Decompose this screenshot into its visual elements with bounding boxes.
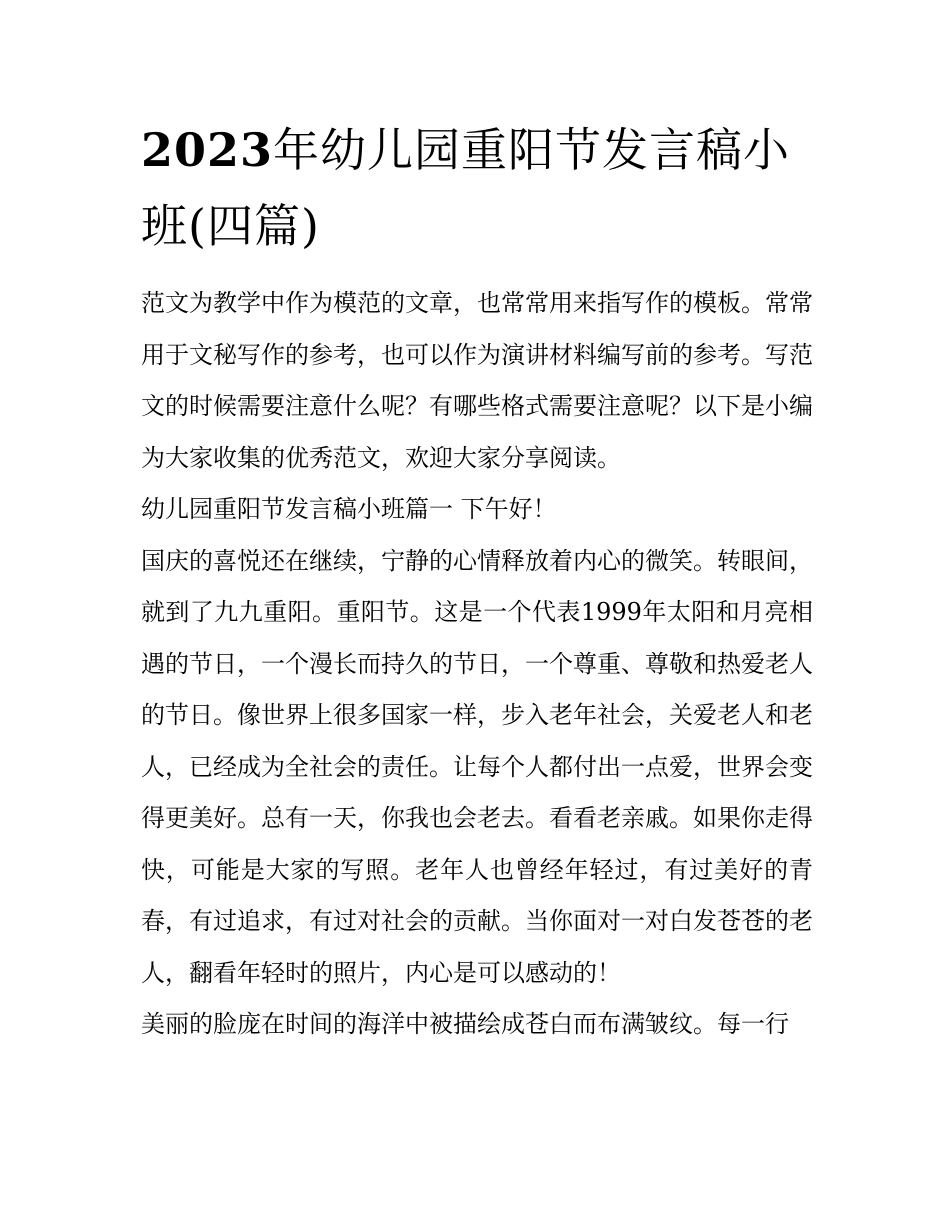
title-year: 2023 [141, 123, 274, 177]
section-heading-paragraph: 幼儿园重阳节发言稿小班篇一 下午好！ [141, 495, 557, 523]
document-body [141, 112, 813, 1051]
body-paragraph-continued: 美丽的脸庞在时间的海洋中被描绘成苍白而布满皱纹。每一行 [141, 1010, 789, 1038]
body-paragraph: 国庆的喜悦还在继续，宁静的心情释放着内心的微笑。转眼间，就到了九九重阳。重阳节。这是一个代表1999年太阳和月亮相遇的节日，一个漫长而持久的节日，一个尊重、尊敬和热爱老人的节日。像世界上很多国家一样，步入老年社会，关爱老人和老人，已经成为全社会的责任。让每个人都付出一点爱，世界会变得更美好。总有一天，你我也会老去。看看老亲戚。如果你走得快，可能是大家的写照。老年人也曾经年轻过，有过美好的青春，有过追求，有过对社会的贡献。当你面对一对白发苍苍的老人，翻看年轻时的照片，内心是可以感动的！ [141, 546, 813, 987]
intro-paragraph: 范文为教学中作为模范的文章，也常常用来指写作的模板。常常用于文秘写作的参考，也可以作为演讲材料编写前的参考。写范文的时候需要注意什么呢？有哪些格式需要注意呢？以下是小编为大家收集的优秀范文，欢迎大家分享阅读。 [141, 289, 813, 472]
title-text: 年幼儿园重阳节发言稿小班(四篇) [141, 123, 791, 253]
document-title [141, 112, 813, 264]
